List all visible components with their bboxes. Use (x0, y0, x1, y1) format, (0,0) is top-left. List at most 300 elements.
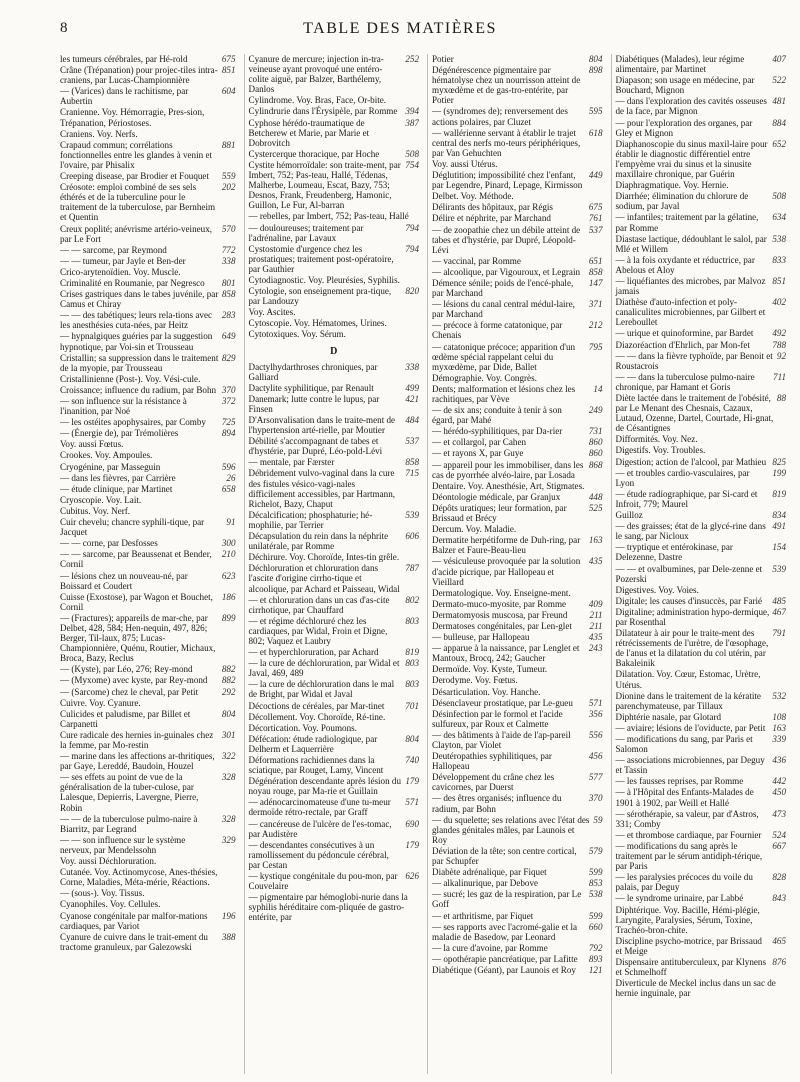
entry-text: Cuisse (Exostose), par Wagon et Bouchet, Cornil (60, 591, 213, 612)
entry-page-number: 623 (221, 570, 236, 581)
entry-text: — précoce à forme catatonique, par Chenais (432, 320, 563, 341)
index-entry (249, 394, 420, 414)
entry-page-number: 211 (589, 609, 603, 620)
entry-text: Dilatateur à air pour le traite-ment des rétrécissements de l'urètre, de l'œsophage, de l'anus et la dilatation du col utérin, par Bakaleinik (615, 628, 769, 669)
entry-text: — à l'Hôpital des Enfants-Malades de 1901 à 1902, par Weill et Hallé (615, 787, 754, 808)
entry-page-number: 372 (221, 396, 236, 406)
entry-text: — marine dans les affections ar-thritiques, par Gaye, Lereddé, Baudoin, Houzel (60, 751, 215, 772)
index-entry (60, 310, 236, 330)
index-entry (432, 965, 603, 975)
entry-page-number: 449 (588, 170, 603, 181)
entry-text: Décollement. Voy. Choroïde, Ré-tine. (248, 711, 386, 722)
entry-page-number: 88 (776, 393, 786, 403)
index-entry (616, 893, 787, 903)
entry-text: Voy. aussi Fœtus. (60, 439, 124, 450)
entry-page-number: 606 (405, 531, 419, 542)
entry-page-number: 667 (772, 840, 786, 851)
entry-text: — opothérapie pancréatique, par Lafitte (432, 953, 578, 964)
entry-text: Digitaline; administration hypo-dermique, par Rosenthal (615, 606, 770, 627)
entry-text: Créosote: emploi combiné de ses sels éthérés et de la tuberculine pour le traitement de la tuberculose, par Bernheim et Quentin (60, 182, 216, 223)
entry-page-number: 559 (221, 171, 236, 182)
index-entry (432, 492, 603, 502)
entry-page-number: 524 (772, 829, 786, 840)
entry-page-number: 772 (221, 244, 236, 255)
index-entry (249, 160, 420, 210)
entry-page-number: 328 (221, 813, 236, 824)
entry-text: Décapsulation du rein dans la néphrite unilatérale, par Romme (248, 531, 389, 552)
entry-page-number: 876 (772, 956, 786, 967)
entry-text: Dermato-muco-myosite, par Romme (432, 598, 567, 609)
entry-page-number: 283 (221, 310, 236, 321)
entry-text: — adénocarcinomateuse d'une tu-meur dermoïde rétro-rectale, par Graff (248, 797, 391, 818)
index-entry (616, 297, 787, 327)
index-entry (60, 888, 236, 898)
entry-page-number: 394 (405, 106, 419, 117)
index-entry (60, 417, 236, 427)
entry-page-number: 577 (588, 772, 603, 783)
entry-text: Cyanure de cuivre dans le trait-ement du tractome granuleux, par Galezowski (60, 931, 208, 952)
entry-text: — des graisses; état de la glycé-rine dans le sang, par Nicloux (615, 521, 766, 542)
entry-page-number: 14 (593, 383, 603, 394)
entry-text: Digestion; action de l'alcool, par Mathieu (615, 456, 767, 467)
entry-text: — pour l'exploration des organes, par Gley et Mignon (615, 117, 753, 138)
index-entry (60, 245, 236, 255)
entry-page-number: 881 (221, 139, 236, 150)
index-entry (60, 473, 236, 483)
index-entry (432, 556, 603, 586)
entry-text: — — et ovalbumines, par Dele-zenne et Pozerski (615, 563, 763, 584)
entry-text: Difformités. Voy. Nez. (615, 434, 698, 445)
entry-text: — (syndromes de); renversement des actions polaires, par Cluzet (432, 106, 568, 127)
entry-text: — alkalinurique, par Debove (432, 878, 539, 889)
entry-text: Cranienne. Voy. Hémorragie, Pres-sion, Trépanation, Périostoses. (60, 107, 205, 128)
index-column-1 (60, 54, 236, 1074)
entry-text: Dactylhydarthroses chroniques, par Galliard (248, 361, 378, 382)
entry-page-number: 858 (221, 289, 236, 300)
index-entry (60, 439, 236, 449)
entry-text: Défécation: étude radiologique, par Delherm et Laquerrière (248, 733, 378, 754)
index-entry (60, 517, 236, 537)
index-entry (249, 755, 420, 775)
index-entry (616, 809, 787, 829)
index-entry (60, 374, 236, 384)
entry-text: — tryptique et entérokinase, par Delezenne, Dastre (615, 542, 733, 563)
entry-text: Diarrhée; élimination du chlorure de sodium, par Javal (615, 191, 749, 212)
entry-page-number: 538 (588, 889, 603, 900)
entry-page-number: 898 (588, 65, 603, 76)
entry-text: Cubitus. Voy. Nerf. (60, 505, 131, 516)
index-entry (60, 450, 236, 460)
entry-text: Diazoréaction d'Ehrlich, par Mon-fet (615, 339, 750, 350)
entry-text: — (Sarcome) chez le cheval, par Petit (60, 686, 199, 697)
entry-page-number: 787 (405, 563, 419, 574)
entry-page-number: 858 (405, 457, 419, 468)
index-entry (249, 647, 420, 657)
entry-text: — vaccinal, par Romme (432, 255, 521, 266)
entry-page-number: 448 (588, 491, 603, 502)
entry-page-number: 804 (221, 708, 236, 719)
entry-text: — — tumeur, par Jayle et Ben-der (60, 255, 186, 266)
entry-page-number: 860 (588, 437, 603, 448)
index-column-2 (244, 54, 420, 1074)
entry-page-number: 199 (772, 467, 786, 478)
entry-text: Diaphragmatique. Voy. Hernie. (615, 180, 729, 191)
entry-text: Crises gastriques dans le tabes juvénile, par Camus et Chiray (60, 289, 219, 310)
index-entry (432, 698, 603, 708)
entry-text: — aviaire; lésions de l'oviducte, par Petit (615, 722, 766, 733)
entry-text: Delbet. Voy. Méthode. (432, 191, 514, 202)
index-entry (60, 289, 236, 309)
entry-page-number: 833 (772, 254, 786, 265)
index-entry (249, 95, 420, 105)
index-entry (249, 244, 420, 274)
index-entry (432, 278, 603, 298)
entry-text: Cyanure de mercure; injection in-tra-veineuse ayant provoqué une entéro-colite aiguë, par Balzer, Barthélemy, Danlos (248, 54, 384, 95)
entry-page-number: 579 (588, 845, 603, 856)
entry-page-number: 532 (772, 690, 786, 701)
index-entry (616, 936, 787, 956)
entry-text: Cylindrurie dans l'Érysipèle, par Romme (248, 106, 398, 117)
entry-page-number: 407 (772, 54, 786, 64)
entry-page-number: 196 (221, 910, 236, 921)
entry-page-number: 570 (221, 223, 236, 234)
entry-page-number: 147 (588, 277, 603, 288)
entry-text: Développement du crâne chez les cavicornes, par Duerst (432, 772, 555, 793)
entry-text: — douloureuses; traitement par l'adrénaline, par Lavaux (248, 222, 364, 243)
entry-text: — la cure de déchloruration, par Widal et Javal, 469, 489 (248, 658, 400, 679)
entry-page-number: 649 (221, 331, 236, 342)
index-columns (60, 54, 786, 1074)
index-entry (249, 510, 420, 530)
index-entry (60, 86, 236, 106)
index-entry (60, 182, 236, 222)
index-entry (249, 415, 420, 435)
index-entry (249, 840, 420, 870)
entry-text: Diphtérique. Voy. Bacille, Hémi-plégie, Laryngite, Paralysies, Sérum, Toxine, Trachéo-bron-chite. (615, 904, 760, 935)
index-entry (432, 751, 603, 771)
entry-page-number: 660 (588, 921, 603, 932)
entry-page-number: 525 (588, 502, 603, 513)
entry-text: Digitale; les causes d'insuccès, par Farié (615, 595, 763, 606)
entry-text: — (Énergie de), par Trémolières (60, 428, 179, 439)
entry-page-number: 329 (221, 834, 236, 845)
index-entry (616, 776, 787, 786)
index-entry (432, 730, 603, 750)
index-entry (60, 709, 236, 729)
entry-text: Cytotoxiques. Voy. Sérum. (248, 329, 346, 340)
index-entry (432, 621, 603, 631)
entry-text: — à la fois oxydante et réductrice, par Abelous et Aloy (615, 254, 755, 275)
entry-text: Cryoscopie. Voy. Lait. (60, 494, 142, 505)
entry-text: Désinfection par le formol et l'acide sulfureux, par Roux et Calmette (432, 708, 563, 729)
index-entry (249, 106, 420, 116)
entry-text: — la cure de déchloruration dans le mal de Bright, par Widal et Javal (248, 679, 395, 700)
entry-text: — vésiculeuse provoquée par la solution d'acide picrique, par Hallopeau et Vieillard (432, 556, 581, 587)
entry-page-number: 435 (588, 632, 603, 643)
entry-text: Dilatation. Voy. Cœur, Estomac, Urètre, Utérus. (615, 669, 761, 690)
entry-page-number: 450 (772, 787, 786, 798)
index-entry (432, 460, 603, 480)
entry-page-number: 338 (221, 255, 236, 266)
entry-text: Dermatologique. Voy. Enseigne-ment. (432, 587, 571, 598)
entry-page-number: 894 (221, 428, 236, 439)
index-entry (60, 65, 236, 85)
page-number: 8 (60, 20, 68, 36)
index-entry (432, 191, 603, 201)
entry-page-number: 829 (221, 352, 236, 363)
index-entry (432, 481, 603, 491)
entry-text: Croissance; influence du radium, par Bohn (60, 384, 217, 395)
index-entry (60, 867, 236, 887)
index-entry (249, 286, 420, 306)
index-entry (616, 755, 787, 775)
entry-text: — kystique congénitale du pou-mon, par Couvelaire (248, 871, 398, 892)
index-entry (432, 524, 603, 534)
entry-page-number: 300 (221, 538, 236, 549)
entry-page-number: 843 (772, 893, 786, 904)
index-column-4 (611, 54, 787, 1074)
entry-page-number: 210 (221, 549, 236, 560)
entry-text: — hypnalgiques guéries par la suggestion hypnotique, par Voi-sin et Trousseau (60, 331, 213, 352)
entry-text: — apparue à la naissance, par Lenglet et Mantoux, Brocq, 242; Gaucher (432, 643, 580, 664)
index-entry (432, 448, 603, 458)
entry-text: — (Varices) dans le rachitisme, par Aubertin (60, 86, 189, 107)
entry-page-number: 186 (221, 591, 236, 602)
entry-page-number: 328 (221, 772, 236, 783)
entry-page-number: 828 (772, 872, 786, 883)
entry-page-number: 436 (772, 755, 786, 766)
index-entry (616, 351, 787, 371)
index-entry (249, 819, 420, 839)
entry-page-number: 92 (776, 350, 786, 361)
index-entry (616, 978, 787, 998)
entry-page-number: 301 (221, 729, 236, 740)
index-entry (432, 846, 603, 866)
index-entry (616, 489, 787, 509)
entry-text: Cristallinienne (Post-). Voy. Vési-cule. (60, 373, 201, 384)
index-entry (432, 256, 603, 266)
entry-text: Cristallin; sa suppression dans le traitement de la myopie, par Trousseau (60, 352, 219, 373)
index-entry (432, 889, 603, 909)
entry-page-number: 108 (772, 711, 786, 722)
entry-text: — mentale, par Færster (248, 457, 335, 468)
entry-page-number: 634 (772, 212, 786, 223)
index-entry (60, 353, 236, 373)
entry-page-number: 792 (588, 942, 603, 953)
entry-text: Déchirure. Voy. Choroïde, Intes-tin grêle. (248, 552, 400, 563)
index-entry (432, 588, 603, 598)
index-entry (249, 275, 420, 285)
entry-page-number: 370 (588, 793, 603, 804)
entry-text: Désarticulation. Voy. Hanche. (432, 686, 541, 697)
entry-page-number: 212 (588, 320, 603, 331)
entry-page-number: 179 (405, 839, 419, 850)
index-entry (249, 457, 420, 467)
entry-text: Dermatite herpétiforme de Duh-ring, par Balzer et Faure-Beau-lieu (432, 535, 581, 556)
entry-text: Dents; malformation et lésions chez les rachitiques, par Vève (432, 383, 576, 404)
entry-text: Creeping disease, par Brodier et Fouquet (60, 171, 209, 182)
entry-text: Craniens. Voy. Nerfs. (60, 128, 138, 139)
entry-page-number: 465 (772, 935, 786, 946)
entry-page-number: 492 (772, 328, 786, 339)
entry-page-number: 537 (405, 436, 419, 447)
index-entry (432, 815, 603, 845)
entry-text: Cure radicale des hernies in-guinales chez la femme, par Mo-restin (60, 729, 214, 750)
entry-text: — et hyperchloruration, par Achard (248, 647, 379, 658)
entry-page-number: 473 (772, 808, 786, 819)
entry-text: Dentaire. Voy. Anesthésie, Art, Stigmates. (432, 480, 585, 491)
index-entry (60, 267, 236, 277)
index-entry (432, 503, 603, 523)
index-entry (60, 495, 236, 505)
entry-text: — et régime déchloruré chez les cardiaques, par Widal, Froin et Digne, 802; Vaquez et Laubry (248, 615, 388, 646)
entry-page-number: 467 (772, 606, 786, 617)
index-entry (432, 535, 603, 555)
entry-text: — bulleuse, par Hallopeau (432, 632, 530, 643)
index-entry (60, 592, 236, 612)
entry-text: Diverticule de Meckel inclus dans un sac de hernie inguinale, par (615, 978, 776, 999)
entry-page-number: 803 (405, 679, 419, 690)
entry-text: — des êtres organisés; influence du radium, par Bohn (432, 793, 562, 814)
index-entry (616, 723, 787, 733)
entry-page-number: 882 (221, 664, 236, 675)
index-entry (60, 462, 236, 472)
entry-page-number: 893 (588, 953, 603, 964)
index-entry (616, 434, 787, 444)
entry-page-number: 599 (588, 867, 603, 878)
index-entry (616, 542, 787, 562)
entry-text: Déglutition; impossibilité chez l'enfant, par Legendre, Pinard, Lepage, Kirmisson (432, 170, 583, 191)
entry-text: — — des tabétiques; leurs rela-tions avec les anesthésies cuta-nées, par Heitz (60, 310, 213, 331)
entry-page-number: 731 (588, 426, 603, 437)
entry-text: — le syndrome urinaire, par Labbé (615, 893, 744, 904)
entry-text: — associations microbiennes, par Deguy et Tassin (615, 755, 765, 776)
entry-page-number: 202 (221, 182, 236, 193)
entry-page-number: 819 (405, 647, 419, 658)
entry-text: Déontologie médicale, par Granjux (432, 491, 561, 502)
entry-page-number: 154 (772, 542, 786, 553)
entry-page-number: 292 (221, 686, 236, 697)
index-entry (432, 922, 603, 942)
index-entry (616, 54, 787, 74)
entry-page-number: 761 (588, 213, 603, 224)
index-entry (249, 149, 420, 159)
index-entry (60, 538, 236, 548)
index-entry (432, 159, 603, 169)
entry-page-number: 456 (588, 751, 603, 762)
entry-text: — de six ans; conduite à tenir à son égard, par Mahé (432, 405, 562, 426)
entry-page-number: 435 (588, 556, 603, 567)
index-entry (60, 814, 236, 834)
entry-text: Diathèse d'auto-infection et poly-canaliculites microbiennes, par Gilbert et Lereboullet (615, 297, 766, 328)
entry-text: Digestives. Voy. Voies. (615, 584, 699, 595)
index-entry (432, 426, 603, 436)
entry-page-number: 522 (772, 75, 786, 86)
entry-text: Dermatoses congénitales, par Len-glet (432, 620, 572, 631)
entry-page-number: 803 (405, 658, 419, 669)
entry-text: — (Fractures); appareils de mar-che, par Delbet, 428, 584; Hen-nequin, 497, 826; Berger, Til-laux, 875; Lucas-Championnière, Quénu, Routier, Michaux, Broca, Bazy, Reclus (60, 612, 216, 664)
entry-text: Diabétique (Géant), par Launois et Roy (432, 964, 576, 975)
entry-page-number: 794 (405, 243, 419, 254)
entry-text: — modifications du sang, par Paris et Salomon (615, 734, 753, 755)
entry-text: — de zoopathie chez un débile atteint de tabes et d'hystérie, par Dupré, Léopold-Lévi (432, 224, 581, 255)
entry-text: Diastase lactique, dédoublant le salol, par Mlé et Willem (615, 233, 767, 254)
index-entry (616, 585, 787, 595)
entry-text: — cancéreuse de l'ulcère de l'es-tomac, par Audistère (248, 818, 392, 839)
entry-text: Crookes. Voy. Ampoules. (60, 450, 153, 461)
index-entry (432, 54, 603, 64)
entry-page-number: 740 (405, 755, 419, 765)
index-entry (60, 385, 236, 395)
entry-page-number: 485 (772, 595, 786, 606)
index-entry (60, 396, 236, 416)
index-entry (60, 224, 236, 244)
index-entry (249, 118, 420, 148)
index-entry (60, 911, 236, 931)
index-entry (616, 180, 787, 190)
index-entry (249, 616, 420, 646)
entry-text: Cystite hémorroïdale: son traite-ment, par Imbert, 752; Pas-teau, Hallé, Tédenas, Malherbe, Loumeau, Escat, Bazy, 753; Desnos, Frank, Freudenberg, Hamonic, Guillon, Le Fur, Al-barran (248, 159, 401, 211)
entry-text: Cuivre. Voy. Cyanure. (60, 697, 141, 708)
entry-page-number: 819 (772, 488, 786, 499)
entry-page-number: 701 (405, 700, 419, 711)
index-entry (432, 911, 603, 921)
entry-page-number: 387 (405, 117, 419, 128)
index-entry (616, 607, 787, 627)
index-entry (249, 658, 420, 678)
entry-page-number: 249 (588, 405, 603, 416)
entry-page-number: 803 (405, 615, 419, 626)
section-letter-heading: D (330, 345, 338, 357)
entry-text: Déformations rachidiennes dans la sciatique, par Rouget, Lamy, Vincent (248, 755, 384, 776)
index-entry (616, 191, 787, 211)
index-entry (432, 867, 603, 877)
index-entry (60, 613, 236, 663)
entry-text: — — corne, par Desfosses (60, 538, 158, 549)
entry-text: — les fausses reprises, par Romme (615, 776, 744, 787)
index-entry (60, 129, 236, 139)
entry-page-number: 571 (405, 797, 419, 808)
entry-text: Cuir chevelu; chancre syphili-tique, par Jacquet (60, 517, 205, 538)
index-entry (616, 628, 787, 668)
entry-text: — pigmentaire par hémoglobi-nurie dans la syphilis héréditaire com-pliquée de gastro-entérite, par (248, 892, 408, 923)
index-entry (60, 856, 236, 866)
index-entry (432, 599, 603, 609)
index-entry (432, 128, 603, 158)
entry-text: Creux poplité; anévrisme artério-veineux, par Le Fort (60, 223, 213, 244)
index-entry (432, 170, 603, 190)
entry-page-number: 556 (588, 729, 603, 740)
index-entry (60, 675, 236, 685)
index-entry (432, 643, 603, 663)
entry-text: Délire et néphrite, par Marchand (432, 213, 551, 224)
entry-text: Décoctions de céréales, par Mar-tinet (248, 700, 385, 711)
index-entry (60, 687, 236, 697)
entry-text: — et arthritisme, par Fiquet (432, 910, 534, 921)
index-entry (616, 139, 787, 179)
entry-page-number: 499 (405, 382, 419, 393)
entry-text: — la cure d'avoine, par Romme (432, 942, 548, 953)
index-entry (432, 772, 603, 792)
entry-page-number: 725 (221, 417, 236, 428)
entry-page-number: 121 (588, 964, 603, 975)
index-entry (432, 267, 603, 277)
index-entry (616, 510, 787, 520)
entry-page-number: 882 (221, 675, 236, 686)
entry-page-number: 421 (405, 393, 419, 404)
index-entry (616, 712, 787, 722)
index-entry (432, 373, 603, 383)
